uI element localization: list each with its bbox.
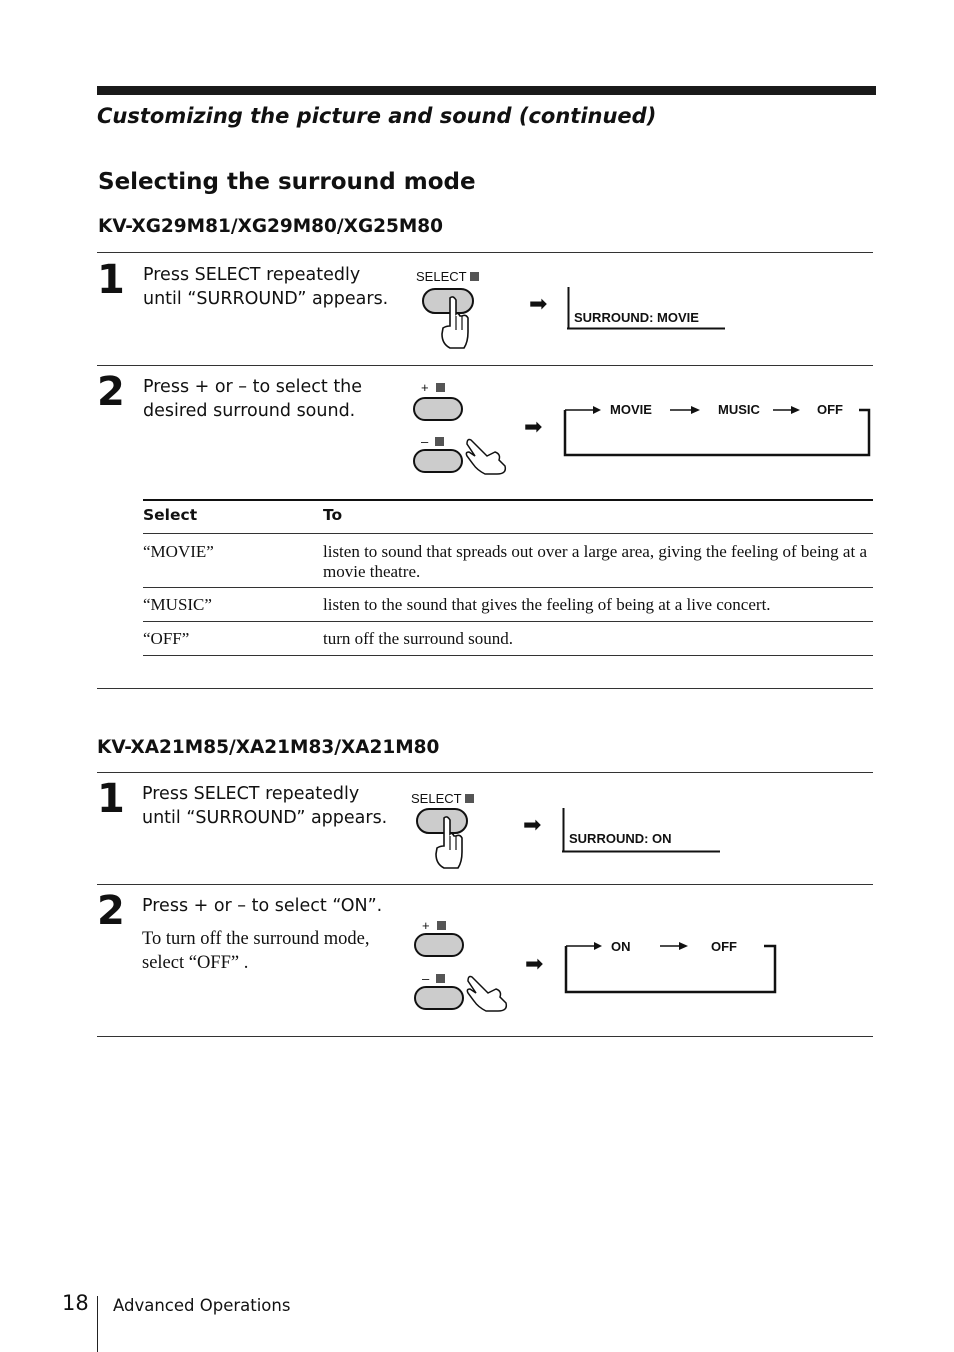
lcd-display-text: SURROUND: ON xyxy=(569,831,672,846)
select-button-label: SELECT xyxy=(411,791,474,806)
divider xyxy=(97,884,873,885)
table-cell: “MOVIE” xyxy=(143,541,214,561)
table-row xyxy=(143,621,873,655)
minus-button-press-illustration xyxy=(411,436,511,476)
minus-button-press-illustration xyxy=(412,973,512,1013)
plus-button-illustration xyxy=(412,932,468,960)
plus-button-label: + xyxy=(421,380,445,395)
cycle-option-on: ON xyxy=(611,939,631,954)
step-note: To turn off the surround mode, select “OFF” . xyxy=(142,929,370,973)
footer-divider xyxy=(97,1296,98,1352)
divider xyxy=(97,365,873,366)
divider xyxy=(97,252,873,253)
table-cell: turn off the surround sound. xyxy=(323,628,513,648)
select-button-press-illustration xyxy=(418,286,478,352)
section-title: Selecting the surround mode xyxy=(98,169,476,195)
lcd-display-text: SURROUND: MOVIE xyxy=(574,310,699,325)
select-button-press-illustration xyxy=(412,806,472,872)
continued-title: Customizing the picture and sound (continued) xyxy=(97,104,657,128)
step-number: 2 xyxy=(97,888,125,934)
table-row xyxy=(143,587,873,621)
table-cell: “OFF” xyxy=(143,628,190,648)
cycle-option-music: MUSIC xyxy=(718,402,760,417)
arrow-right-icon: ➡ xyxy=(524,415,543,440)
table-cell: listen to the sound that gives the feeling of being at a live concert. xyxy=(323,594,771,614)
divider xyxy=(97,772,873,773)
arrow-right-icon: ➡ xyxy=(523,813,542,838)
step-instruction: Press + or – to select the desired surround sound. xyxy=(143,377,363,421)
arrow-right-icon: ➡ xyxy=(525,952,544,977)
model-a-heading: KV-XG29M81/XG29M80/XG25M80 xyxy=(98,216,444,237)
divider xyxy=(97,1036,873,1037)
step-number: 1 xyxy=(97,257,125,303)
surround-options-table xyxy=(143,499,873,656)
mode-cycle-frame xyxy=(564,938,780,996)
plus-button-illustration xyxy=(411,396,467,424)
step-number: 1 xyxy=(97,776,125,822)
minus-button-label: – xyxy=(422,971,445,986)
cycle-option-off: OFF xyxy=(817,402,843,417)
select-button-label: SELECT xyxy=(416,269,479,284)
table-row xyxy=(143,533,873,587)
step-instruction: Press + or – to select “ON”. xyxy=(142,896,383,916)
minus-button-label: – xyxy=(421,434,444,449)
step-instruction: Press SELECT repeatedly until “SURROUND” appears. xyxy=(143,265,389,309)
table-cell: listen to sound that spreads out over a large area, giving the feeling of being at a movie theatre. xyxy=(323,541,867,581)
step-instruction: Press SELECT repeatedly until “SURROUND” appears. xyxy=(142,784,388,828)
page-number: 18 xyxy=(62,1291,89,1315)
table-cell: “MUSIC” xyxy=(143,594,212,614)
divider xyxy=(97,688,873,689)
arrow-right-icon: ➡ xyxy=(529,292,548,317)
model-b-heading: KV-XA21M85/XA21M83/XA21M80 xyxy=(97,737,440,758)
cycle-option-off: OFF xyxy=(711,939,737,954)
header-bar xyxy=(97,86,876,95)
footer-section: Advanced Operations xyxy=(113,1296,291,1315)
plus-button-label: + xyxy=(422,918,446,933)
table-header-select: Select xyxy=(143,506,198,524)
step-number: 2 xyxy=(97,369,125,415)
cycle-option-movie: MOVIE xyxy=(610,402,652,417)
table-header-to: To xyxy=(323,506,343,524)
